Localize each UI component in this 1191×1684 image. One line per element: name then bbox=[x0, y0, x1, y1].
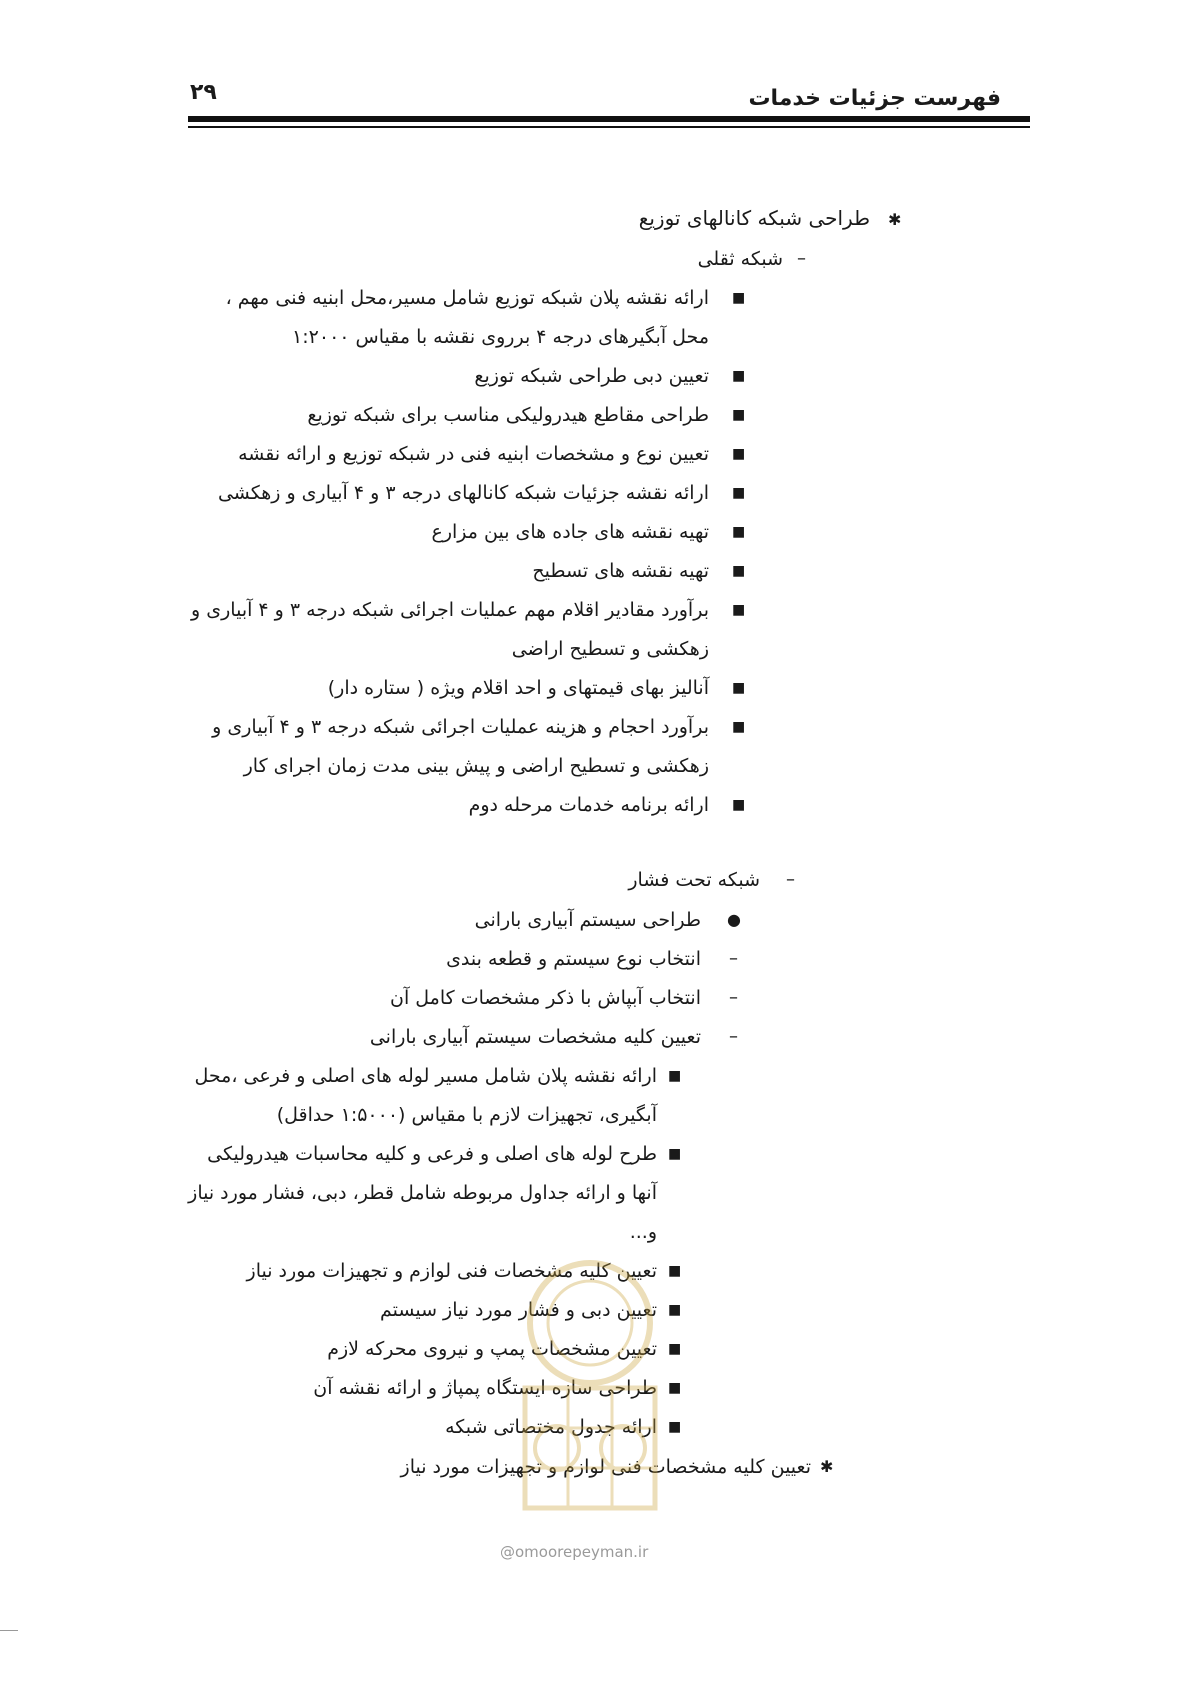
list-item-continued: و... bbox=[629, 1221, 657, 1243]
list-item: برآورد مقادیر اقلام مهم عملیات اجرائی شبکه درجه ۳ و ۴ آبیاری و bbox=[191, 599, 709, 621]
square-bullet-icon bbox=[732, 596, 745, 624]
dash-bullet-icon bbox=[729, 945, 738, 974]
list-item: طراحی سازه ایستگاه پمپاژ و ارائه نقشه آن bbox=[313, 1377, 657, 1399]
star-bullet-icon bbox=[820, 1453, 833, 1482]
section-title: طراحی شبکه کانالهای توزیع bbox=[638, 206, 870, 230]
page-number: ۲۹ bbox=[190, 80, 217, 105]
star-bullet-icon bbox=[888, 206, 901, 235]
list-item: ارائه نقشه پلان شامل مسیر لوله های اصلی و فرعی ،محل bbox=[194, 1065, 657, 1087]
list-item-continued: زهکشی و تسطیح اراضی bbox=[511, 638, 709, 660]
final-item: تعیین کلیه مشخصات فنی لوازم و تجهیزات مورد نیاز bbox=[400, 1456, 811, 1478]
list-item: تعیین دبی و فشار مورد نیاز سیستم bbox=[380, 1299, 657, 1321]
list-item: انتخاب نوع سیستم و قطعه بندی bbox=[446, 948, 701, 970]
square-bullet-icon bbox=[732, 791, 745, 819]
list-item: ارائه نقشه پلان شبکه توزیع شامل مسیر،محل ابنیه فنی مهم ، bbox=[225, 287, 709, 309]
list-item: تعیین کلیه مشخصات فنی لوازم و تجهیزات مورد نیاز bbox=[246, 1260, 657, 1282]
square-bullet-icon bbox=[732, 401, 745, 429]
square-bullet-icon bbox=[732, 674, 745, 702]
dash-bullet-icon bbox=[729, 1023, 738, 1052]
list-item: ارائه نقشه جزئیات شبکه کانالهای درجه ۳ و ۴ آبیاری و زهکشی bbox=[217, 482, 709, 504]
list-item: تعیین نوع و مشخصات ابنیه فنی در شبکه توزیع و ارائه نقشه bbox=[238, 443, 709, 465]
subsection-heading-pressure: شبکه تحت فشار bbox=[628, 869, 760, 891]
list-item: تهیه نقشه های جاده های بین مزارع bbox=[431, 521, 709, 543]
list-item-continued: محل آبگیرهای درجه ۴ برروی نقشه با مقیاس ۱:۲۰۰۰ bbox=[292, 326, 709, 348]
circle-bullet-icon bbox=[727, 906, 741, 935]
square-bullet-icon bbox=[732, 440, 745, 468]
list-item: برآورد احجام و هزینه عملیات اجرائی شبکه درجه ۳ و ۴ آبیاری و bbox=[212, 716, 709, 738]
list-item: طراحی مقاطع هیدرولیکی مناسب برای شبکه توزیع bbox=[307, 404, 709, 426]
list-item: ارائه جدول مختصاتی شبکه bbox=[445, 1416, 657, 1438]
watermark-stamp-icon bbox=[495, 1248, 685, 1538]
list-item-continued: آنها و ارائه جداول مربوطه شامل قطر، دبی، فشار مورد نیاز bbox=[188, 1182, 657, 1204]
list-item: آنالیز بهای قیمتهای و احد اقلام ویژه ( ستاره دار) bbox=[327, 677, 709, 699]
list-item: طراحی سیستم آبیاری بارانی bbox=[474, 909, 701, 931]
square-bullet-icon bbox=[668, 1062, 681, 1090]
list-item: تعیین دبی طراحی شبکه توزیع bbox=[474, 365, 709, 387]
list-item: تهیه نقشه های تسطیح bbox=[532, 560, 709, 582]
dash-bullet-icon bbox=[729, 984, 738, 1013]
list-item-continued: زهکشی و تسطیح اراضی و پیش بینی مدت زمان اجرای کار bbox=[243, 755, 709, 777]
dash-bullet-icon bbox=[797, 245, 806, 274]
dash-bullet-icon bbox=[786, 866, 795, 895]
margin-mark bbox=[0, 1630, 18, 1631]
square-bullet-icon bbox=[668, 1140, 681, 1168]
list-item: تعیین کلیه مشخصات سیستم آبیاری بارانی bbox=[369, 1026, 701, 1048]
watermark-url: @omoorepeyman.ir bbox=[500, 1543, 649, 1561]
square-bullet-icon bbox=[732, 479, 745, 507]
header-rule-thin bbox=[188, 126, 1030, 128]
list-item: تعیین مشخصات پمپ و نیروی محرکه لازم bbox=[327, 1338, 657, 1360]
square-bullet-icon bbox=[732, 713, 745, 741]
list-item: ارائه برنامه خدمات مرحله دوم bbox=[468, 794, 709, 816]
list-item: انتخاب آبپاش با ذکر مشخصات کامل آن bbox=[389, 987, 701, 1009]
list-item: طرح لوله های اصلی و فرعی و کلیه محاسبات هیدرولیکی bbox=[207, 1143, 657, 1165]
subsection-heading-gravity: شبکه ثقلی bbox=[697, 248, 783, 270]
square-bullet-icon bbox=[732, 518, 745, 546]
header-title: فهرست جزئیات خدمات bbox=[748, 86, 1001, 111]
square-bullet-icon bbox=[732, 284, 745, 312]
square-bullet-icon bbox=[732, 362, 745, 390]
square-bullet-icon bbox=[732, 557, 745, 585]
list-item-continued: آبگیری، تجهیزات لازم با مقیاس (۱:۵۰۰۰ حداقل) bbox=[276, 1104, 657, 1126]
header-rule bbox=[188, 116, 1030, 122]
